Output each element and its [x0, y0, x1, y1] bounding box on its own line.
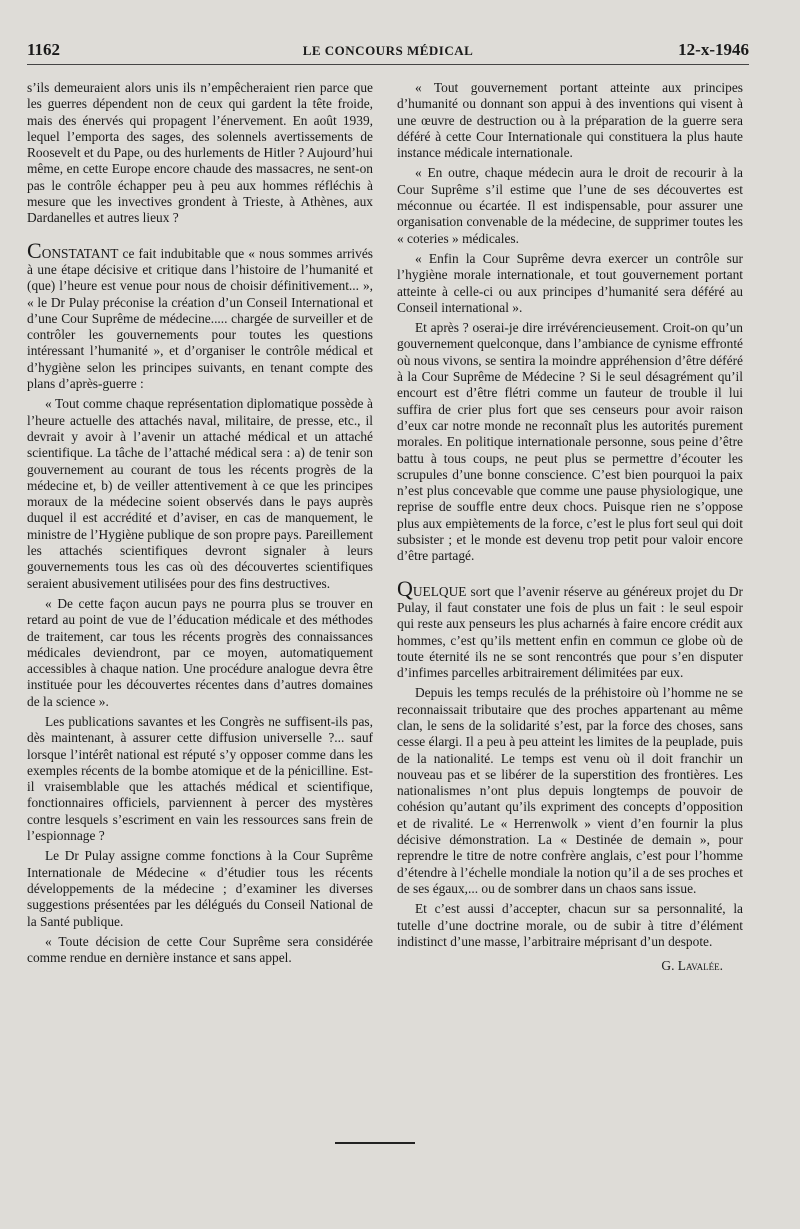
paragraph-text: ce fait indubitable que « nous sommes arrivés à une étape décisive et critique dans l’histoire de l’humanité et (que) l’heure est venue pour nous de choisir définitivement... », « le Dr Pulay préconise la création d’un Conseil International et d’une Cour Suprême de médecine..... chargée de surveiller et de contrôler les gouvernements pour toutes les questions intéressant l’humanité », et d’organiser le contrôle médical et d’hygiène selon les principes suivants, en tenant compte des plans d’après-guerre : [27, 245, 373, 392]
page-header [27, 40, 749, 62]
paragraph: Et c’est aussi d’accepter, chacun sur sa personnalité, la tutelle d’une doctrine morale, ou de subir à titre d’élément indistinct d’une masse, l’arbitraire méprisant d’un despote. [397, 901, 743, 949]
paragraph: « Toute décision de cette Cour Suprême sera considérée comme rendue en dernière instance et sans appel. [27, 933, 373, 966]
paragraph: « Enfin la Cour Suprême devra exercer un contrôle sur l’hygiène morale internationale, et tout gouvernement portant atteinte à celle-ci ou aux principes d’humanité sera déféré au Conseil international ». [397, 250, 743, 315]
issue-date: 12-x-1946 [678, 40, 749, 59]
paragraph: « Tout comme chaque représentation diplomatique possède à l’heure actuelle des attachés naval, militaire, de presse, etc., il devrait y avoir à l’avenir un attaché médical et un attaché scientifique. La tâche de l’attaché médical sera : a) de tenir son gouvernement au courant de tous les récents progrès de la médecine et, b) de veiller attentivement à ce que les principes moraux de la médecine soient observés dans le pays auprès duquel il est accrédité et d’aviser, en cas de manquement, le ministre de l’Hygiène publique de son propre pays. Pareillement les attachés scientifiques devront signaler à leurs gouvernements tous les cas où des découvertes scientifiques seraient abusivement utilisées pour des fins destructives. [27, 396, 373, 591]
journal-title: LE CONCOURS MÉDICAL [302, 43, 474, 58]
paragraph: s’ils demeuraient alors unis ils n’empêcheraient rien parce que les guerres dépendent non de ceux qui gardent la tête froide, mais des énervés qui propagent l’énervement. En août 1939, lequel l’emporta des sages, des solennels avertissements de Roosevelt et du Pape, ou des hurlements de Hitler ? Aujourd’hui même, en cette Europe encore chaude des massacres, ne sent-on pas le contrôle échapper peu à peu aux hommes réfléchis à mesure que les invectives grondent à Trieste, à Athènes, aux Dardanelles et autres lieux ? [27, 80, 373, 226]
paragraph: « Tout gouvernement portant atteinte aux principes d’humanité ou donnant son appui à des inventions qui visent à une œuvre de destruction ou à la préparation de la guerre sera déféré à cette Cour Internationale qui constituera la plus haute instance médicale internationale. [397, 80, 743, 161]
paragraph-text: sort que l’avenir réserve au généreux projet du Dr Pulay, il faut constater une fois de plus un fait : le seul espoir qui reste aux penseurs les plus acharnés à faire encore crédit aux hommes, c’est qu’ils mettent enfin en commun ce globe où de toute éternité ils ne se sont rencontrés que pour s’en disputer d’infimes parcelles arbitrairement délimitées par eux. [397, 583, 743, 681]
paragraph: « De cette façon aucun pays ne pourra plus se trouver en retard au point de vue de l’éducation médicale et des méthodes de traitement, car tous les récents progrès des connaissances médicales deviendront, par ce moyen, automatiquement accessibles à chaque nation. Une procédure analogue devra être instituée pour les découvertes récentes dans d’autres domaines de la science ». [27, 595, 373, 709]
paragraph: Depuis les temps reculés de la préhistoire où l’homme ne se reconnaissait tributaire que des proches appartenant au même clan, le sens de la solidarité s’est, par la force des choses, sans cesse élargi. Il a peu à peu atteint les limites de la peuplade, puis de la nationalité. Le temps est venu où il doit franchir un nouveau pas et se libérer de la superstition des frontières. Les nationalismes n’ont plus depuis longtemps de pouvoir de cohésion qu’autant qu’ils expriment des concepts d’opposition et de rivalité. Le « Herrenwolk » vient d’en fournir la plus décisive démonstration. La « Destinée de demain », pour reprendre le titre de notre confrère anglais, c’est pour l’homme d’étendre à l’échelle mondiale la notion qu’il a de ses proches et de ses égaux,... ou de sombrer dans un chaos sans issue. [397, 685, 743, 896]
drop-cap: C [27, 237, 42, 263]
header-rule [27, 64, 749, 65]
small-caps-lead: ONSTATANT [41, 245, 119, 261]
end-rule [335, 1142, 415, 1144]
drop-cap: Q [397, 575, 413, 601]
paragraph [397, 575, 743, 682]
author-signature: G. Lavalée. [661, 958, 723, 974]
paragraph: Les publications savantes et les Congrès ne suffisent-ils pas, dès maintenant, à assurer cette diffusion universelle ?... sauf lorsque l’intérêt national est réputé s’y opposer comme dans les exemples récents de la bombe atomique et de la pénicilline. Est-il vraisemblable que les attachés médical et scientifique, fonctionnaires officiels, parviennent à percer des mystères contre lesquels s’escriment en vain les ressources sans frein de l’espionnage ? [27, 713, 373, 844]
right-column [397, 80, 743, 974]
paragraph: Et après ? oserai-je dire irrévérencieusement. Croit-on qu’un gouvernement quelconque, dans l’ambiance de cynisme effronté où nous vivons, se sentira la moindre appréhension d’être déféré à la Cour Suprême de Médecine ? Si le seul désagrément qu’il encourt est d’être flétri comme un fauteur de trouble il lui suffira de crier plus fort que ses censeurs pour avoir raison d’eux car notre monde ne reconnaît plus les autorités purement morales. En politique internationale personne, sous peine d’être battu à tous coups, ne peut plus se permettre d’écouter les scrupules d’une bonne conscience. C’est bien pourquoi la paix n’est plus concevable que comme une pause physiologique, une reprise de souffle entre deux chocs. Puisque rien ne s’oppose plus aux empiètements de la force, c’est le plus fort seul qui doit subsister ; et le monde est devenu trop petit pour valoir encore d’être partagé. [397, 320, 743, 564]
paragraph: « En outre, chaque médecin aura le droit de recourir à la Cour Suprême s’il estime que l’une de ses découvertes est méconnue ou écartée. Il est indispensable, pour assurer une organisation convenable de la médecine, de supprimer toutes les « coteries » médicales. [397, 165, 743, 246]
left-column [27, 80, 373, 970]
paragraph [27, 237, 373, 393]
page-number: 1162 [27, 40, 61, 59]
paragraph: Le Dr Pulay assigne comme fonctions à la Cour Suprême Internationale de Médecine « d’étudier tous les récents développements de la médecine ; d’examiner les diverses suggestions présentées par les délégués du Conseil National de la Santé publique. [27, 848, 373, 929]
small-caps-lead: UELQUE [412, 583, 467, 599]
